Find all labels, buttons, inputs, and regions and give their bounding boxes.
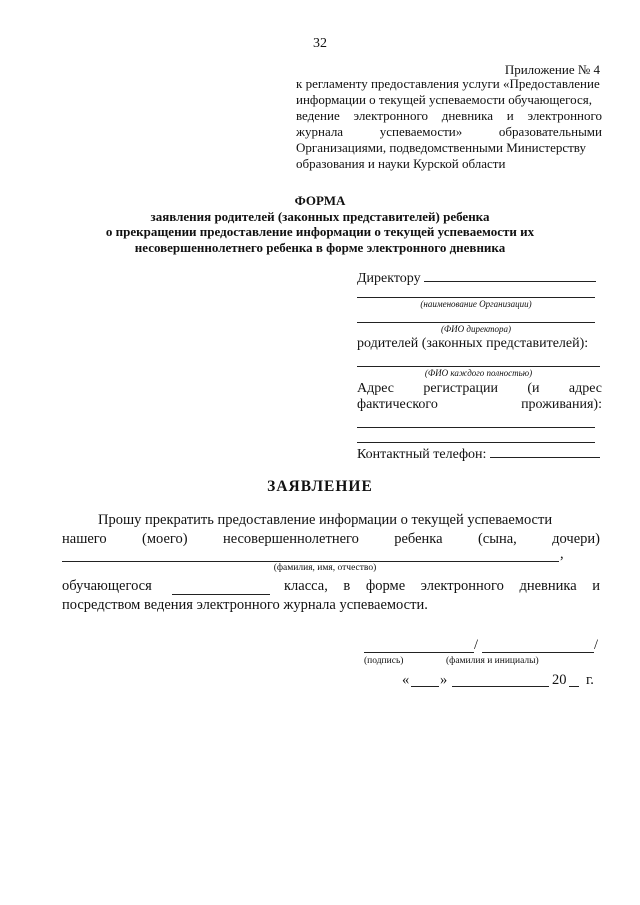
date-year-field[interactable]	[569, 686, 579, 687]
form-title-line: несовершеннолетнего ребенка в форме электронного дневника	[134, 239, 506, 255]
address-label: фактического проживания):	[357, 397, 602, 412]
date-day-field[interactable]	[411, 686, 439, 687]
page-number: 32	[313, 36, 327, 51]
signature-hint: (подпись)	[364, 656, 404, 666]
statement-heading: ЗАЯВЛЕНИЕ	[267, 478, 373, 495]
statement-line: нашего (моего) несовершеннолетнего ребенка (сына, дочери)	[62, 531, 600, 547]
statement-line: обучающегося	[62, 578, 152, 594]
appendix-line: информации о текущей успеваемости обучающегося,	[296, 92, 592, 107]
form-title-line: ФОРМА	[294, 193, 346, 208]
form-title-line: о прекращении предоставление информации о текущей успеваемости их	[105, 224, 535, 239]
form-title	[0, 193, 640, 255]
parents-label: родителей (законных представителей):	[357, 336, 589, 351]
address-label: Адрес регистрации (и адрес	[357, 381, 602, 396]
director-field[interactable]	[424, 268, 596, 282]
form-title-line: заявления родителей (законных представителей) ребенка	[150, 208, 490, 224]
statement-line: посредством ведения электронного журнала успеваемости.	[62, 597, 428, 613]
date-open-quote: «	[402, 672, 410, 688]
director-name-hint: (ФИО директора)	[440, 324, 512, 334]
child-name-field[interactable]	[62, 561, 559, 562]
slash: /	[594, 637, 599, 653]
address-field[interactable]	[357, 442, 595, 443]
statement-line: Прошу прекратить предоставление информации о текущей успеваемости	[98, 512, 553, 528]
comma: ,	[560, 546, 564, 562]
appendix-line: журнала успеваемости» образовательными	[296, 124, 602, 139]
address-field[interactable]	[357, 427, 595, 428]
phone-field[interactable]	[490, 444, 600, 458]
director-name-field[interactable]	[357, 322, 595, 323]
parents-field[interactable]	[357, 366, 600, 367]
appendix-line: образования и науки Курской области	[296, 156, 506, 171]
slash: /	[474, 637, 479, 653]
appendix-title: Приложение № 4	[504, 62, 600, 77]
child-name-hint: (фамилия, имя, отчество)	[273, 563, 377, 573]
date-month-field[interactable]	[452, 686, 549, 687]
statement-line: класса, в форме электронного дневника и	[284, 578, 600, 594]
phone-label: Контактный телефон:	[357, 447, 487, 462]
date-year-suffix: г.	[586, 672, 594, 688]
organization-hint: (наименование Организации)	[420, 299, 532, 309]
grade-field[interactable]	[172, 594, 270, 595]
appendix-line: ведение электронного дневника и электронного	[296, 108, 602, 123]
appendix-line: к регламенту предоставления услуги «Предоставление	[296, 76, 600, 91]
director-label: Директору	[357, 271, 421, 286]
organization-field[interactable]	[357, 297, 595, 298]
phone-row	[357, 444, 602, 463]
signer-name-hint: (фамилия и инициалы)	[446, 656, 539, 666]
appendix-text	[296, 76, 602, 172]
date-year-prefix: 20	[552, 672, 567, 688]
signer-name-field[interactable]	[482, 652, 594, 653]
date-close-quote: »	[440, 672, 448, 688]
parents-hint: (ФИО каждого полностью)	[424, 368, 533, 378]
signature-field[interactable]	[364, 652, 474, 653]
director-row	[357, 268, 602, 287]
appendix-line: Организациями, подведомственными Министерству	[296, 140, 586, 155]
